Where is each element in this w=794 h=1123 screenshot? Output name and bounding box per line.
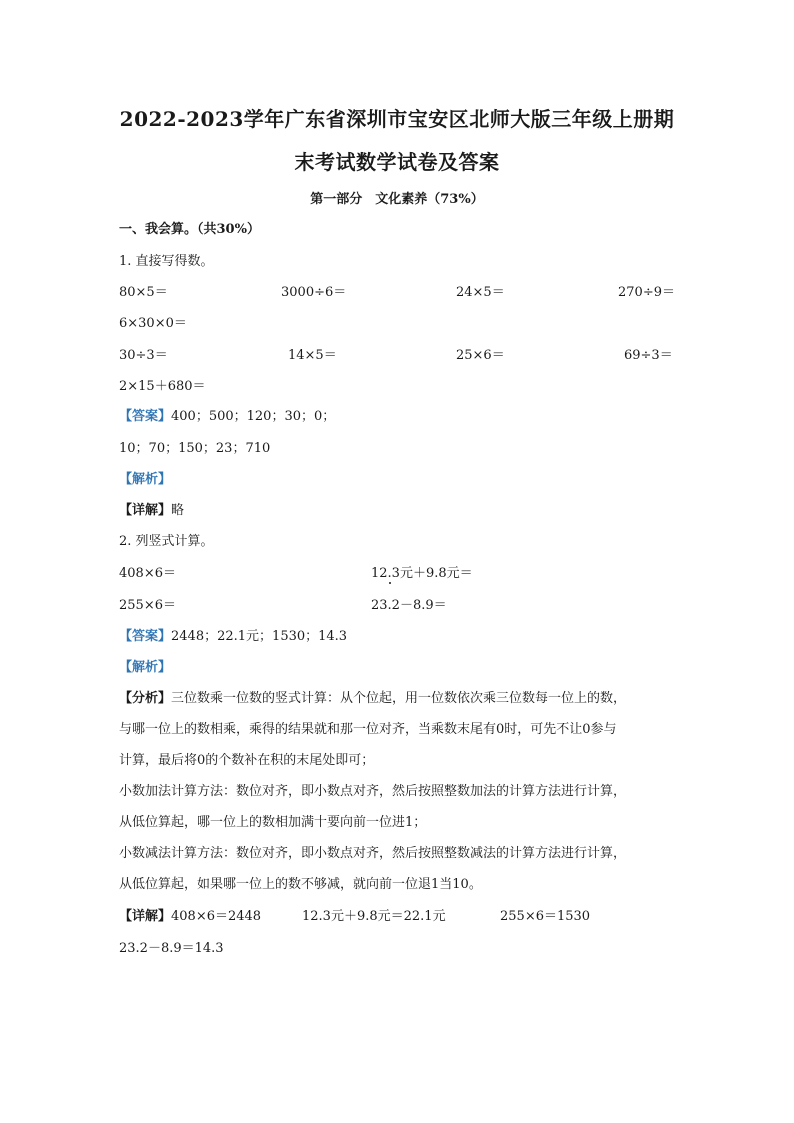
q1-problem: 6×30×0＝ (119, 316, 187, 331)
part-heading: 第一部分 文化素养（73%） (310, 192, 484, 207)
q2-fenxi-line: 与哪一位上的数相乘，乘得的结果就和那一位对齐，当乘数末尾有0时，可先不让0参与 (119, 722, 617, 737)
detail-item: 408×6＝2448 (171, 909, 262, 924)
detail-tag: 【详解】 (119, 503, 172, 518)
q1-detail (119, 499, 184, 518)
q1-problem: 24×5＝ (456, 285, 505, 300)
q2-add-method-line: 小数加法计算方法：数位对齐，即小数点对齐，然后按照整数加法的计算方法进行计算， (119, 784, 627, 799)
detail-text: 略 (171, 503, 185, 518)
detail-item: 255×6＝1530 (500, 909, 591, 924)
detail-tag: 【详解】 (119, 909, 172, 924)
q1-problem: 25×6＝ (456, 348, 505, 363)
q2-sub-method-line: 小数减法计算方法：数位对齐，即小数点对齐，然后按照整数减法的计算方法进行计算， (119, 846, 627, 861)
q1-analysis-tag: 【解析】 (119, 472, 172, 487)
q1-answer (119, 405, 335, 424)
fenxi-tag: 【分析】 (119, 691, 172, 706)
answer-text: 400；500；120；30；0； (171, 409, 336, 424)
answer-tag: 【答案】 (119, 409, 172, 424)
q2-problem: 23.2－8.9＝ (371, 598, 447, 613)
document-title-line-2: 末考试数学试卷及答案 (294, 150, 500, 174)
q2-answer (119, 625, 347, 644)
q2-problem: 12.3元＋9.8元＝ (371, 566, 473, 581)
answer-text: 2448；22.1元；1530；14.3 (171, 629, 348, 644)
q1-answer-continued: 10；70；150；23；710 (119, 441, 271, 456)
q1-problem: 3000÷6＝ (281, 285, 347, 300)
q1-problem: 69÷3＝ (624, 348, 673, 363)
question-2-prompt: 2. 列竖式计算。 (119, 534, 214, 549)
q2-analysis-tag: 【解析】 (119, 660, 172, 675)
q2-fenxi-line: 计算，最后将0的个数补在积的末尾处即可； (119, 753, 375, 768)
q1-problem: 80×5＝ (119, 285, 168, 300)
detail-item: 23.2－8.9＝14.3 (119, 941, 224, 956)
q2-sub-method-line: 从低位算起，如果哪一位上的数不够减，就向前一位退1当10。 (119, 877, 482, 892)
q2-problem: 408×6＝ (119, 566, 176, 581)
answer-tag: 【答案】 (119, 629, 172, 644)
q1-problem: 270÷9＝ (618, 285, 675, 300)
q1-problem: 30÷3＝ (119, 348, 168, 363)
section-heading: 一、我会算。（共30%） (119, 222, 260, 237)
q2-problem: 255×6＝ (119, 598, 176, 613)
q2-add-method-line: 从低位算起，哪一位上的数相加满十要向前一位进1； (119, 815, 427, 830)
q1-problem: 14×5＝ (288, 348, 337, 363)
document-title-line-1: 2022-2023学年广东省深圳市宝安区北师大版三年级上册期 (119, 107, 675, 131)
fenxi-text: 三位数乘一位数的竖式计算：从个位起，用一位数依次乘三位数每一位上的数， (171, 691, 627, 706)
q1-problem: 2×15＋680＝ (119, 379, 206, 394)
detail-item: 12.3元＋9.8元＝22.1元 (302, 909, 446, 924)
question-1-prompt: 1. 直接写得数。 (119, 254, 214, 269)
q2-fenxi-line (119, 687, 626, 706)
q2-detail (119, 905, 261, 924)
repeat-dot-mark (389, 582, 391, 584)
